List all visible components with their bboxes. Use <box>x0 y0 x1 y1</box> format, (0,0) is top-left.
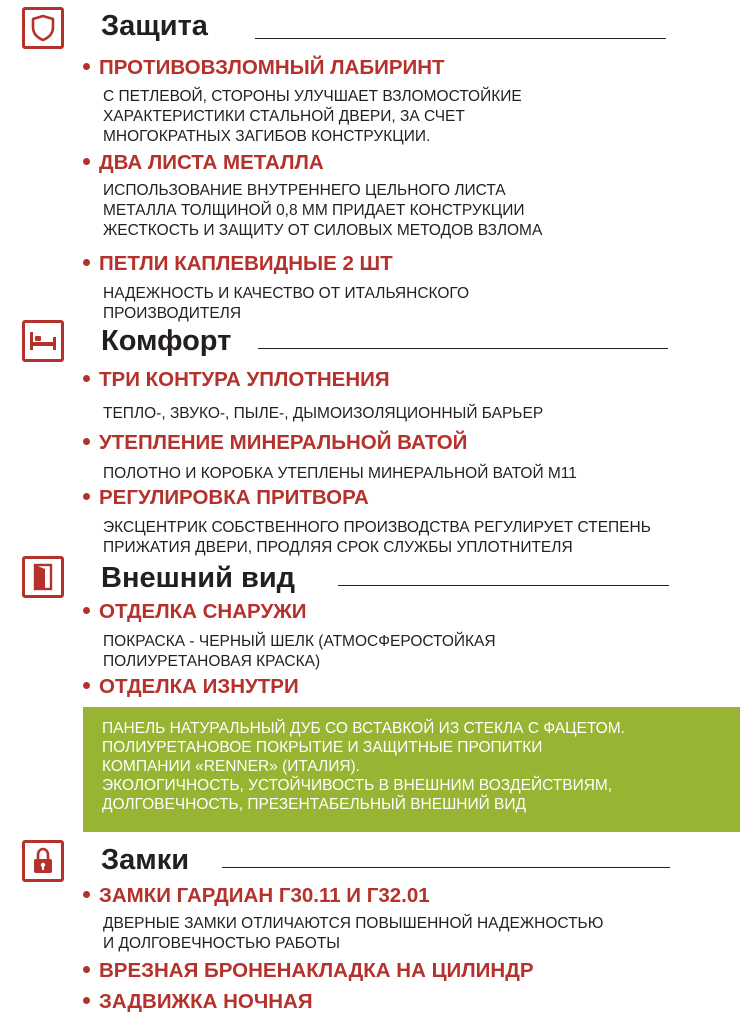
bullet-dot <box>83 682 90 689</box>
inside-finish-highlight-box <box>83 707 740 832</box>
bullet-dot <box>83 607 90 614</box>
item-title-guardian-locks: ЗАМКИ ГАРДИАН Г30.11 И Г32.01 <box>83 884 430 908</box>
section-title-protection: Защита <box>101 10 208 42</box>
shield-icon-box <box>22 7 64 49</box>
section-divider <box>338 585 669 586</box>
section-title-locks: Замки <box>101 844 190 876</box>
item-title-hinges: ПЕТЛИ КАПЛЕВИДНЫЕ 2 ШТ <box>83 252 393 276</box>
bullet-dot <box>83 966 90 973</box>
item-title-armor-plate: ВРЕЗНАЯ БРОНЕНАКЛАДКА НА ЦИЛИНДР <box>83 959 534 983</box>
bullet-dot <box>83 997 90 1004</box>
item-desc-labyrinth: С ПЕТЛЕВОЙ, СТОРОНЫ УЛУЧШАЕТ ВЗЛОМОСТОЙКИЕ ХАРАКТЕРИСТИКИ СТАЛЬНОЙ ДВЕРИ, ЗА СЧЕТ МНОГОКРАТНЫХ ЗАГИБОВ КОНСТРУКЦИИ. <box>103 88 522 145</box>
item-title-labyrinth: ПРОТИВОВЗЛОМНЫЙ ЛАБИРИНТ <box>83 56 445 80</box>
item-desc-outside: ПОКРАСКА - ЧЕРНЫЙ ШЕЛК (АТМОСФЕРОСТОЙКАЯ ПОЛИУРЕТАНОВАЯ КРАСКА) <box>103 633 496 670</box>
section-divider <box>255 38 666 39</box>
item-title-seals: ТРИ КОНТУРА УПЛОТНЕНИЯ <box>83 368 390 392</box>
door-icon <box>31 563 55 591</box>
item-title-outside: ОТДЕЛКА СНАРУЖИ <box>83 600 306 624</box>
section-title-appearance: Внешний вид <box>101 562 296 594</box>
item-desc-guardian-locks: ДВЕРНЫЕ ЗАМКИ ОТЛИЧАЮТСЯ ПОВЫШЕННОЙ НАДЕЖНОСТЬЮ И ДОЛГОВЕЧНОСТЬЮ РАБОТЫ <box>103 915 604 952</box>
section-divider <box>222 867 670 868</box>
shield-icon <box>30 14 56 42</box>
item-desc-hinges: НАДЕЖНОСТЬ И КАЧЕСТВО ОТ ИТАЛЬЯНСКОГО ПРОИЗВОДИТЕЛЯ <box>103 285 469 322</box>
item-title-night-latch: ЗАДВИЖКА НОЧНАЯ <box>83 990 313 1014</box>
item-title-insulation: УТЕПЛЕНИЕ МИНЕРАЛЬНОЙ ВАТОЙ <box>83 431 467 455</box>
item-desc-adjustment: ЭКСЦЕНТРИК СОБСТВЕННОГО ПРОИЗВОДСТВА РЕГУЛИРУЕТ СТЕПЕНЬ ПРИЖАТИЯ ДВЕРИ, ПРОДЛЯЯ СРОК СЛУЖБЫ УПЛОТНИТЕЛЯ <box>103 519 651 556</box>
item-desc-insulation: ПОЛОТНО И КОРОБКА УТЕПЛЕНЫ МИНЕРАЛЬНОЙ ВАТОЙ М11 <box>103 465 577 482</box>
item-title-adjustment: РЕГУЛИРОВКА ПРИТВОРА <box>83 486 369 510</box>
section-divider <box>258 348 668 349</box>
lock-icon <box>32 847 54 875</box>
item-desc-inside: ПАНЕЛЬ НАТУРАЛЬНЫЙ ДУБ СО ВСТАВКОЙ ИЗ СТЕКЛА С ФАЦЕТОМ. ПОЛИУРЕТАНОВОЕ ПОКРЫТИЕ И ЗАЩИТНЫЕ ПРОПИТКИ КОМПАНИИ «RENNER» (ИТАЛИЯ). ЭКОЛОГИЧНОСТЬ, УСТОЙЧИВОСТЬ В ВНЕШНИМ ВОЗДЕЙСТВИЯМ, ДОЛГОВЕЧНОСТЬ, ПРЕЗЕНТАБЕЛЬНЫЙ ВНЕШНИЙ ВИД <box>102 720 625 813</box>
bullet-dot <box>83 375 90 382</box>
item-title-two-sheets: ДВА ЛИСТА МЕТАЛЛА <box>83 151 324 175</box>
bed-icon <box>29 330 57 352</box>
item-desc-seals: ТЕПЛО-, ЗВУКО-, ПЫЛЕ-, ДЫМОИЗОЛЯЦИОННЫЙ БАРЬЕР <box>103 405 544 422</box>
bullet-dot <box>83 63 90 70</box>
bullet-dot <box>83 493 90 500</box>
bullet-dot <box>83 438 90 445</box>
item-desc-two-sheets: ИСПОЛЬЗОВАНИЕ ВНУТРЕННЕГО ЦЕЛЬНОГО ЛИСТА МЕТАЛЛА ТОЛЩИНОЙ 0,8 ММ ПРИДАЕТ КОНСТРУКЦИИ ЖЕСТКОСТЬ И ЗАЩИТУ ОТ СИЛОВЫХ МЕТОДОВ ВЗЛОМА <box>103 182 543 239</box>
item-title-inside: ОТДЕЛКА ИЗНУТРИ <box>83 675 299 699</box>
section-title-comfort: Комфорт <box>101 325 232 357</box>
door-icon-box <box>22 556 64 598</box>
bullet-dot <box>83 259 90 266</box>
bed-icon-box <box>22 320 64 362</box>
bullet-dot <box>83 891 90 898</box>
lock-icon-box <box>22 840 64 882</box>
bullet-dot <box>83 158 90 165</box>
